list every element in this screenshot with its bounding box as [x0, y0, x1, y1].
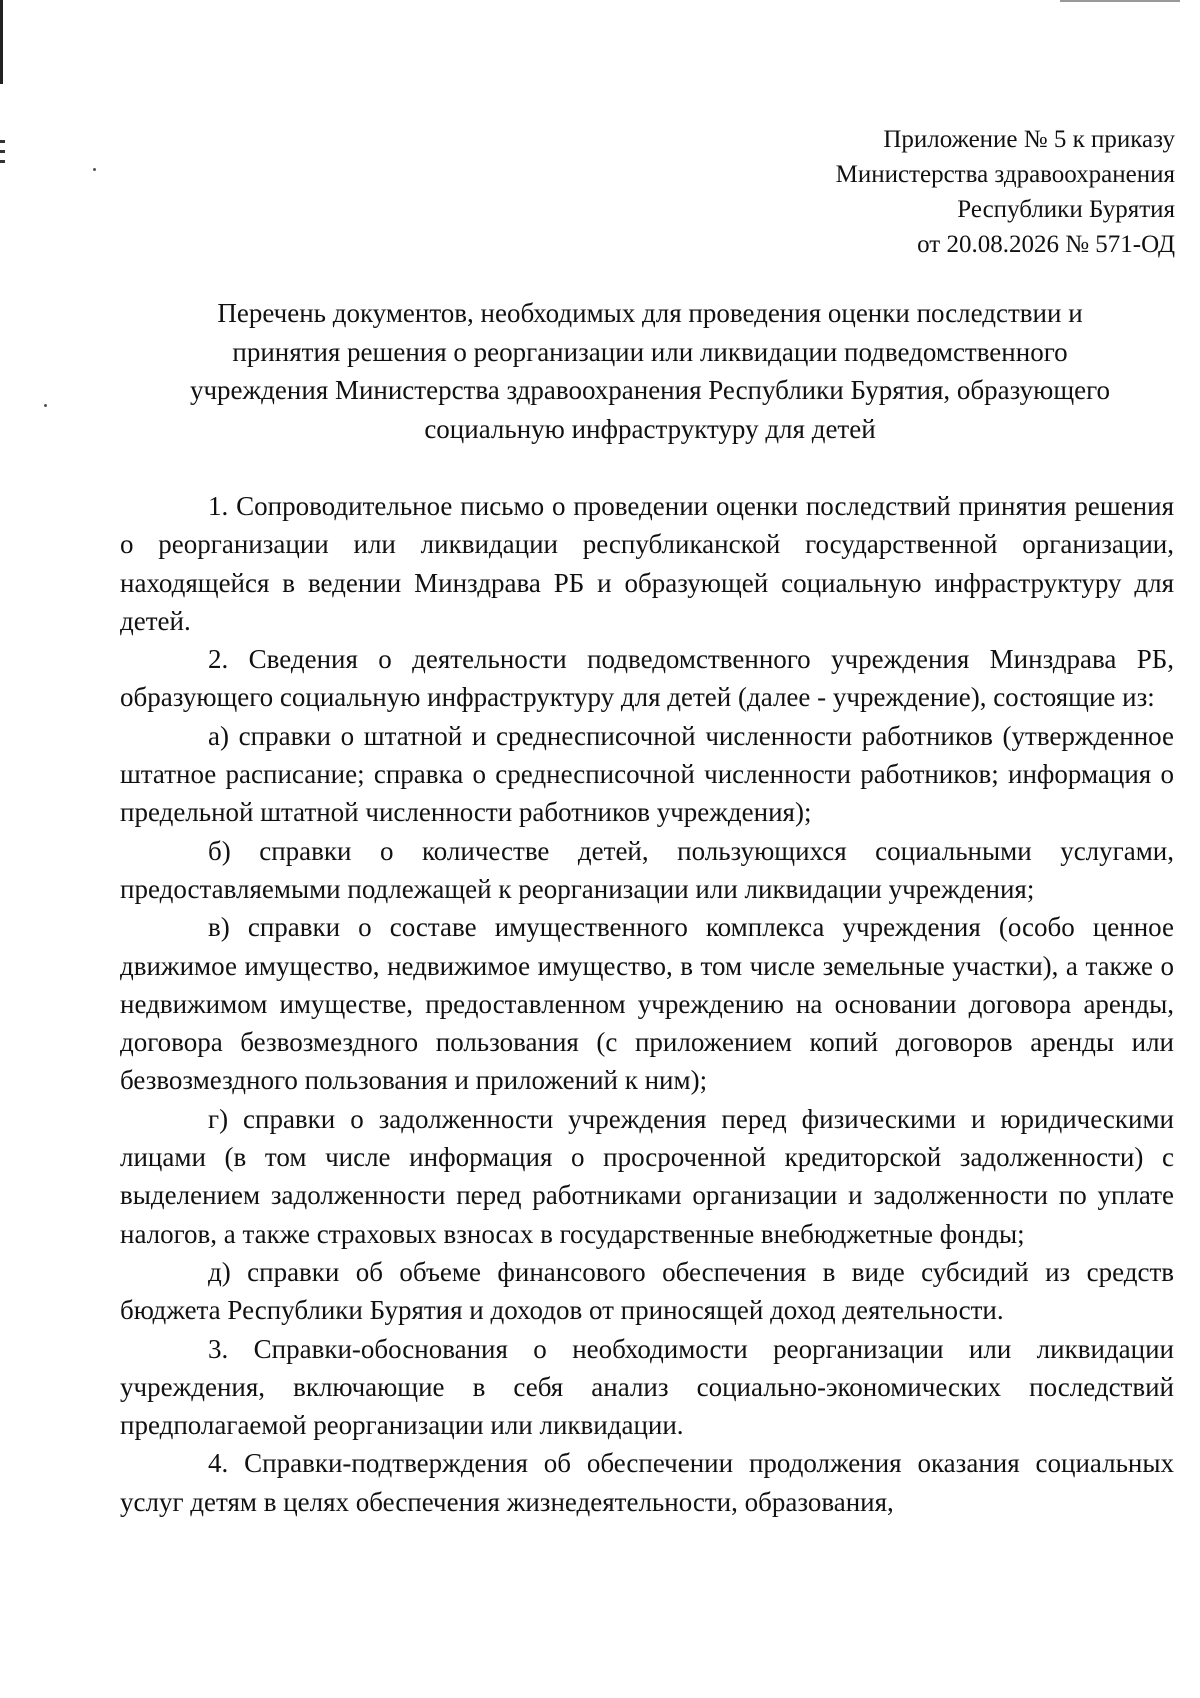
subitem-g: г) справки о задолженности учреждения перед физическими и юридическими лицами (в том числе информация о просроченной кредиторской задолженности) с выделением задолженности перед работниками организации и задолженности по уплате налогов, а также страховых взносах в государственные внебюджетные фонды;: [120, 1103, 1174, 1249]
scan-edge-mark: [1060, 0, 1180, 2]
appendix-line: Министерства здравоохранения: [835, 161, 1175, 188]
appendix-header: [655, 122, 1175, 262]
document-body: [120, 487, 1174, 1521]
title-line: учреждения Министерства здравоохранения Республики Бурятия, образующего: [189, 375, 1111, 405]
paragraph-item-4: 4. Справки-подтверждения об обеспечении продолжения оказания социальных услуг детям в целях обеспечения жизнедеятельности, образования,: [120, 1448, 1174, 1517]
subitem-b: б) справки о количестве детей, пользующихся социальными услугами, предоставляемыми подлежащей к реорганизации или ликвидации учреждения;: [120, 835, 1174, 904]
scan-edge-mark: [0, 0, 3, 84]
subitem-v: в) справки о составе имущественного комплекса учреждения (особо ценное движимое имущество, недвижимое имущество, в том числе земельные участки), а также о недвижимом имуществе, предоставленном учреждению на основании договора аренды, договора безвозмездного пользования (с приложением копий договоров аренды или безвозмездного пользования и приложений к ним);: [120, 912, 1174, 1096]
scan-dust-dot: [93, 168, 96, 171]
title-line: принятия решения о реорганизации или ликвидации подведомственного: [232, 336, 1068, 367]
appendix-line: Приложение № 5 к приказу: [883, 126, 1175, 153]
appendix-date-number: от 20.08.2026 № 571-ОД: [917, 231, 1175, 258]
appendix-line: Республики Бурятия: [957, 196, 1175, 223]
paragraph-item-2: 2. Сведения о деятельности подведомственного учреждения Минздрава РБ, образующего социальную инфраструктуру для детей (далее - учреждение), состоящие из:: [120, 644, 1174, 713]
title-line: социальную инфраструктуру для детей: [424, 413, 876, 444]
paragraph-item-1: 1. Сопроводительное письмо о проведении оценки последствий принятия решения о реорганизации или ликвидации республиканской государственной организации, находящейся в ведении Минздрава РБ и образующей социальную инфраструктуру для детей.: [120, 491, 1174, 636]
document-title: [120, 294, 1180, 448]
scan-tick-mark: [0, 140, 5, 143]
subitem-d: д) справки об объеме финансового обеспечения в виде субсидий из средств бюджета Республики Бурятия и доходов от приносящей доход деятельности.: [120, 1256, 1174, 1326]
scan-tick-mark: [0, 160, 5, 163]
scan-tick-mark: [0, 150, 5, 153]
paragraph-item-3: 3. Справки-обоснования о необходимости реорганизации или ликвидации учреждения, включающие в себя анализ социально-экономических последствий предполагаемой реорганизации или ликвидации.: [120, 1333, 1174, 1441]
title-line: Перечень документов, необходимых для проведения оценки последствии и: [217, 298, 1083, 328]
scan-dust-dot: [44, 404, 47, 407]
subitem-a: а) справки о штатной и среднесписочной численности работников (утвержденное штатное расписание; справка о среднесписочной численности работников; информация о предельной штатной численности работников учреждения);: [120, 720, 1174, 828]
